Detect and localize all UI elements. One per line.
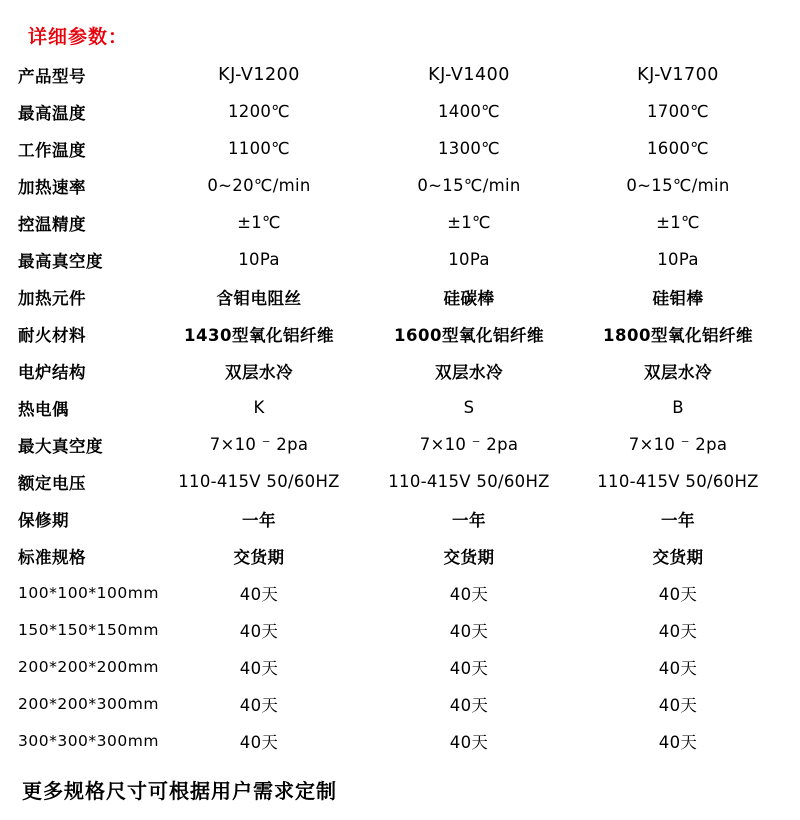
row-value: ±1℃ — [656, 213, 700, 232]
row-label: 产品型号 — [18, 66, 86, 86]
row-value: 10Pa — [448, 250, 490, 269]
table-row — [18, 352, 782, 389]
row-label: 最高真空度 — [18, 251, 103, 271]
table-row — [18, 315, 782, 352]
table-row — [18, 278, 782, 315]
table-row — [18, 167, 782, 204]
table-row — [18, 648, 782, 685]
row-value: 一年 — [452, 510, 486, 530]
row-label: 控温精度 — [18, 214, 86, 234]
row-value: 7×10 ⁻ 2pa — [209, 435, 309, 454]
row-label: 最高温度 — [18, 103, 86, 123]
specification-table-body — [18, 56, 782, 759]
row-value: 40天 — [658, 732, 698, 752]
row-value: 1400℃ — [437, 102, 501, 121]
row-value: B — [672, 398, 684, 417]
row-label: 额定电压 — [18, 473, 86, 493]
table-row — [18, 685, 782, 722]
row-label: 200*200*300mm — [18, 694, 159, 713]
row-label: 200*200*200mm — [18, 657, 159, 676]
table-row — [18, 500, 782, 537]
row-label: 150*150*150mm — [18, 620, 159, 639]
row-value: 一年 — [661, 510, 695, 530]
row-value: 40天 — [239, 584, 279, 604]
table-row — [18, 426, 782, 463]
row-value: 交货期 — [443, 547, 495, 567]
row-value: 40天 — [449, 584, 489, 604]
row-label: 热电偶 — [18, 399, 69, 419]
row-label: 标准规格 — [18, 547, 86, 567]
row-value: 40天 — [449, 658, 489, 678]
row-value: 7×10 ⁻ 2pa — [419, 435, 519, 454]
row-value: 40天 — [658, 621, 698, 641]
row-value: 一年 — [242, 510, 276, 530]
row-value: 10Pa — [657, 250, 699, 269]
row-value: 1800型氧化铝纤维 — [603, 325, 753, 345]
row-label: 耐火材料 — [18, 325, 86, 345]
row-label: 电炉结构 — [18, 362, 86, 382]
specification-table — [18, 56, 782, 759]
row-value: 1430型氧化铝纤维 — [184, 325, 334, 345]
footer-note: 更多规格尺寸可根据用户需求定制 — [22, 779, 337, 803]
row-value: 110-415V 50/60HZ — [178, 472, 340, 491]
row-value: 1200℃ — [227, 102, 291, 121]
row-label: 最大真空度 — [18, 436, 103, 456]
row-value: 1600型氧化铝纤维 — [394, 325, 544, 345]
row-value: 40天 — [239, 732, 279, 752]
row-value: 40天 — [449, 732, 489, 752]
table-row — [18, 611, 782, 648]
table-row — [18, 389, 782, 426]
row-value: 40天 — [239, 658, 279, 678]
table-row — [18, 722, 782, 759]
row-value: 110-415V 50/60HZ — [388, 472, 550, 491]
row-value: 40天 — [239, 621, 279, 641]
row-value: 40天 — [449, 695, 489, 715]
row-label: 加热速率 — [18, 177, 86, 197]
row-value: 1300℃ — [437, 139, 501, 158]
row-value: 双层水冷 — [225, 362, 293, 382]
table-row — [18, 241, 782, 278]
row-value: 10Pa — [238, 250, 280, 269]
table-row — [18, 537, 782, 574]
row-value: KJ-V1700 — [637, 64, 719, 85]
table-row — [18, 93, 782, 130]
row-value: ±1℃ — [447, 213, 491, 232]
row-value: 硅钼棒 — [652, 288, 704, 308]
row-value: 双层水冷 — [644, 362, 712, 382]
row-value: 40天 — [658, 658, 698, 678]
row-value: 硅碳棒 — [443, 288, 495, 308]
table-row — [18, 463, 782, 500]
table-row — [18, 204, 782, 241]
page-title: 详细参数： — [28, 26, 129, 48]
row-value: 含钼电阻丝 — [216, 288, 302, 308]
row-label: 保修期 — [18, 510, 69, 530]
row-label: 加热元件 — [18, 288, 86, 308]
row-label: 100*100*100mm — [18, 583, 159, 602]
row-value: K — [253, 398, 265, 417]
row-value: KJ-V1200 — [218, 64, 300, 85]
table-row — [18, 574, 782, 611]
row-value: 0~15℃/min — [626, 176, 730, 195]
row-value: 交货期 — [233, 547, 285, 567]
row-value: 40天 — [449, 621, 489, 641]
row-value: 0~15℃/min — [417, 176, 521, 195]
row-value: 0~20℃/min — [207, 176, 311, 195]
table-row — [18, 56, 782, 93]
row-value: 40天 — [658, 584, 698, 604]
row-value: 1700℃ — [646, 102, 710, 121]
row-label: 300*300*300mm — [18, 731, 159, 750]
row-value: 双层水冷 — [435, 362, 503, 382]
row-value: 110-415V 50/60HZ — [597, 472, 759, 491]
row-value: 1100℃ — [227, 139, 291, 158]
row-value: 40天 — [658, 695, 698, 715]
row-value: 7×10 ⁻ 2pa — [628, 435, 728, 454]
row-label: 工作温度 — [18, 140, 86, 160]
row-value: 40天 — [239, 695, 279, 715]
row-value: ±1℃ — [237, 213, 281, 232]
row-value: 交货期 — [652, 547, 704, 567]
row-value: S — [463, 398, 475, 417]
row-value: 1600℃ — [646, 139, 710, 158]
table-row — [18, 130, 782, 167]
row-value: KJ-V1400 — [428, 64, 510, 85]
